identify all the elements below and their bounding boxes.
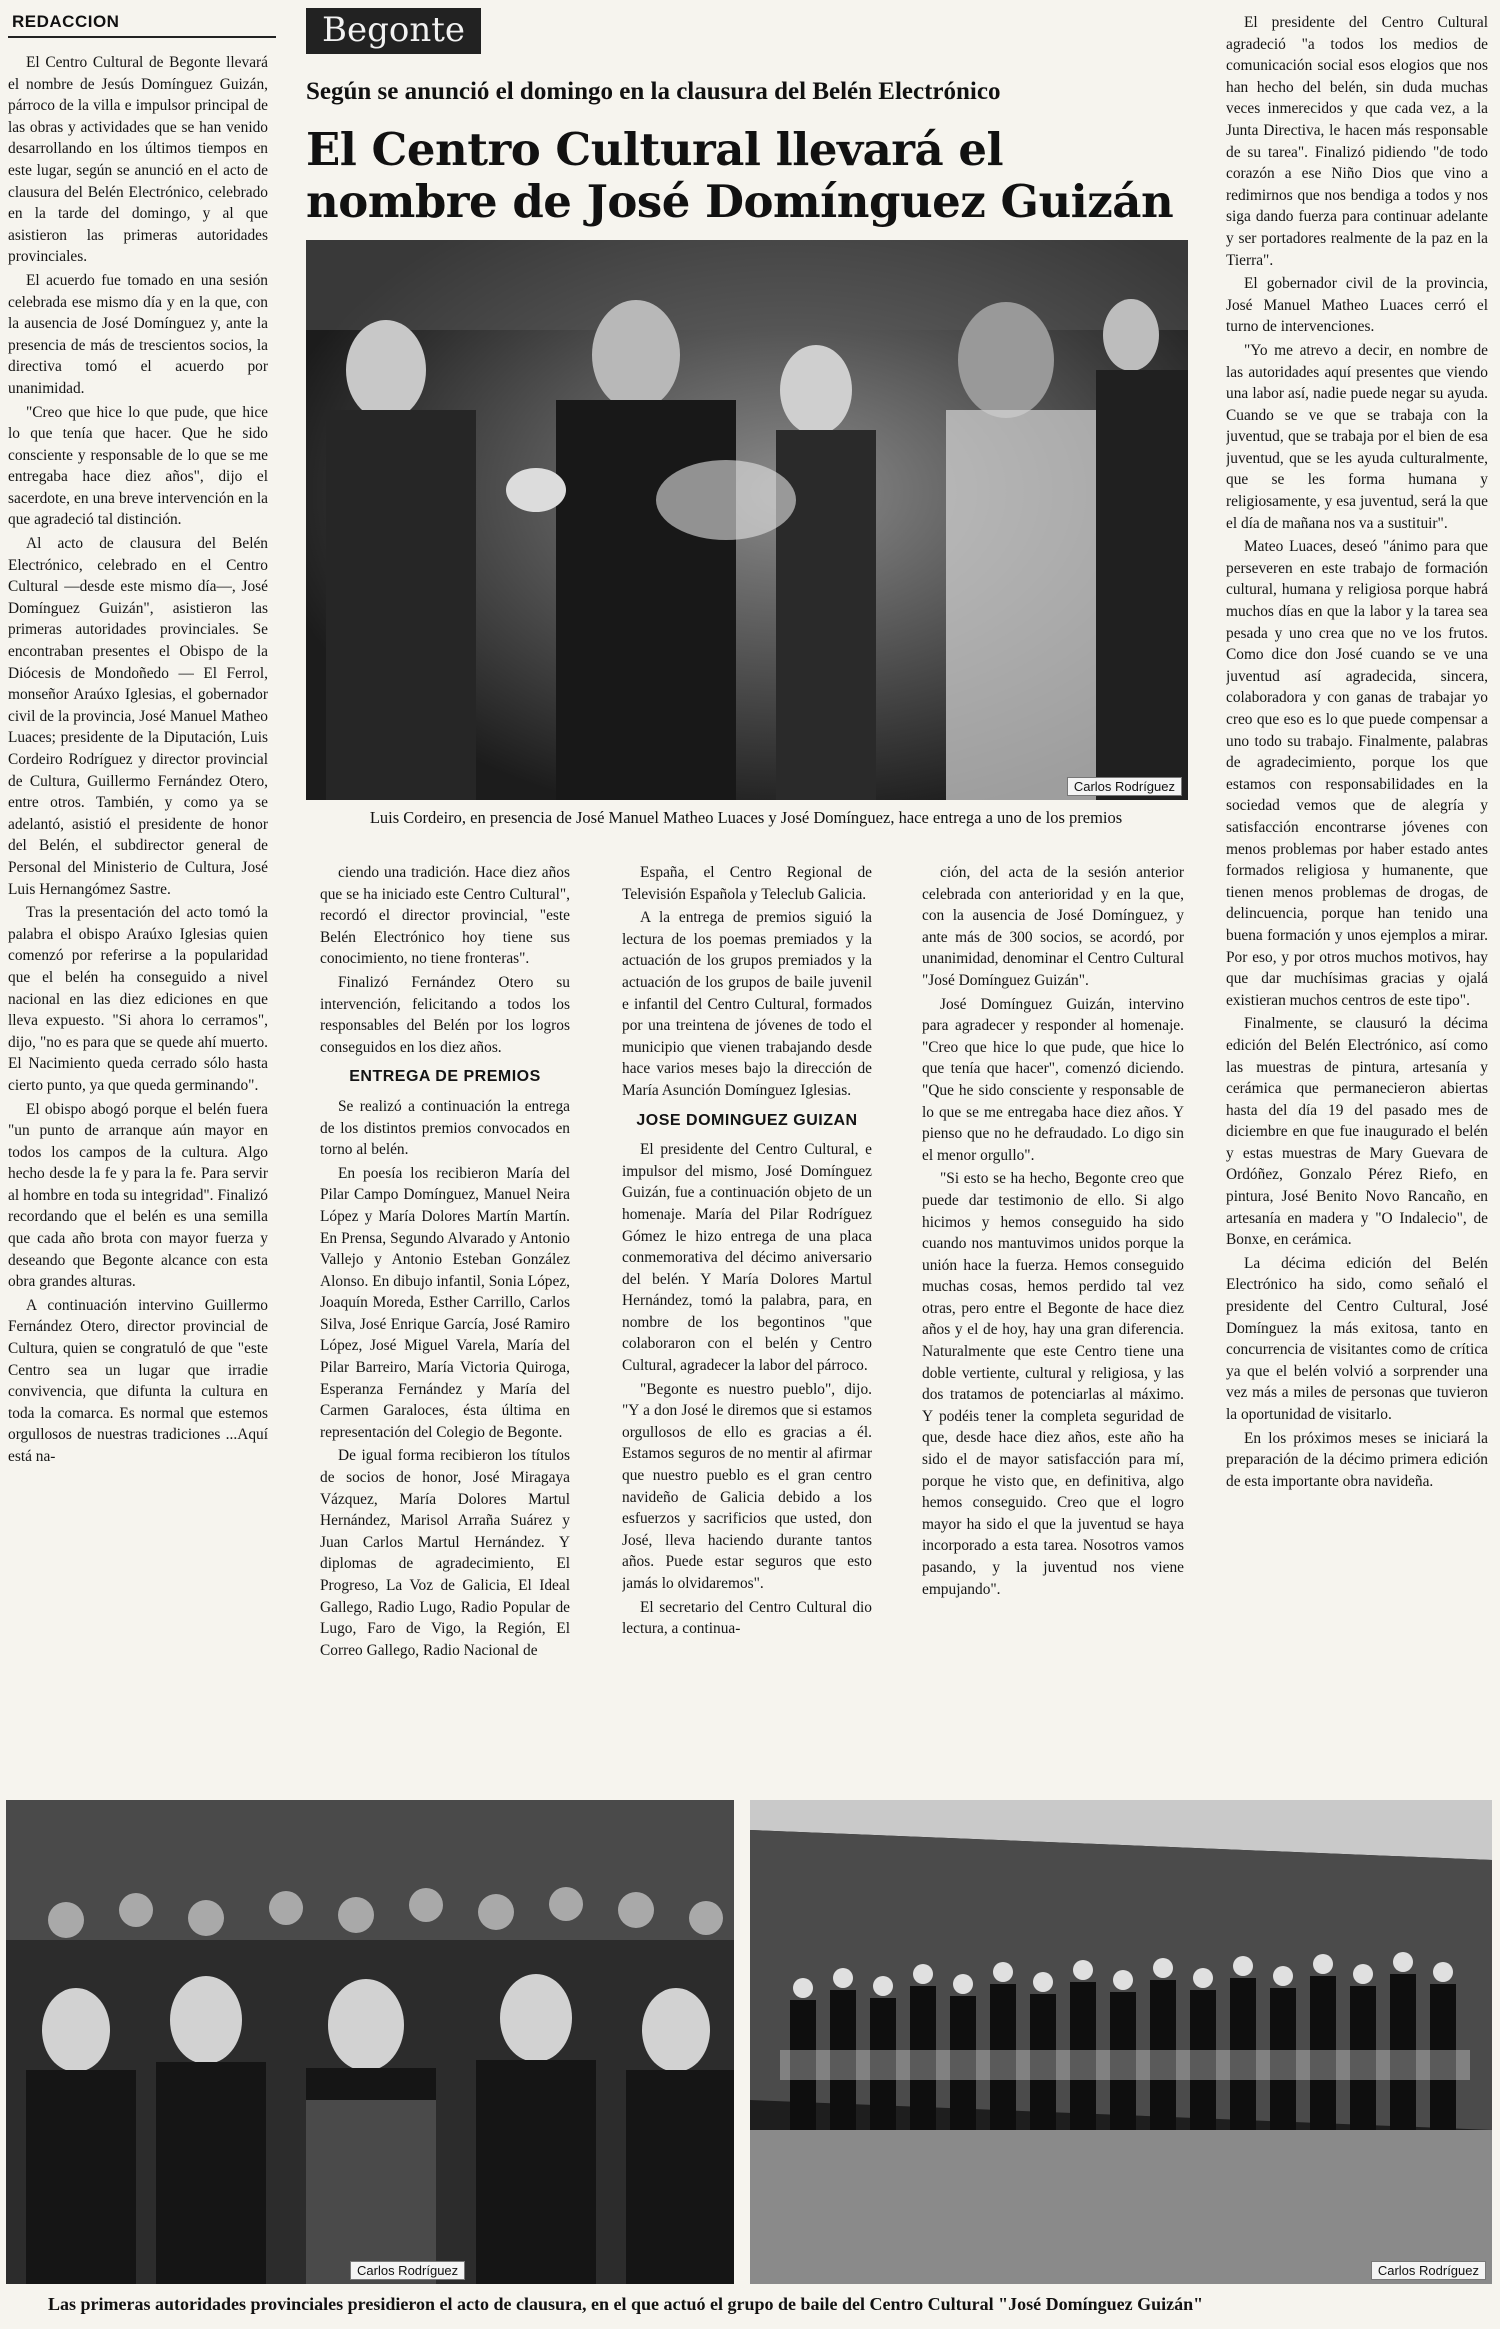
top-photo-image bbox=[306, 240, 1188, 800]
section-tag: Begonte bbox=[306, 8, 481, 54]
col4-paragraph: "Si esto se ha hecho, Begonte creo que puede dar testimonio de ello. Si algo hicimos y hemos conseguido ha sido cuando nos mantuvimos unidos porque la unión hace la fuerza. Hemos conseguido muchas cosas, hemos perdido tal vez otras, pero entre el Begonte de hace diez años y el de hoy, hay una gran diferencia. Naturalmente que este Centro tiene una doble vertiente, cultural y religiosa, y las dos tratamos de potenciarlas al máximo. Y podéis tener la completa seguridad de que, desde hace diez años, este año ha sido el de mayor satisfacción para mí, porque he visto que, en definitiva, algo hemos conseguido. Creo que el logro mayor ha sido el que la juventud se haya incorporado a esta tarea. Nosotros vamos pasando, y la juventud nos viene empujando". bbox=[922, 1170, 1184, 1598]
bottom-left-photo bbox=[6, 1800, 734, 2284]
col3-paragraph: El presidente del Centro Cultural, e impulsor del mismo, José Domínguez Guizán, fue a continuación objeto de un homenaje. María del Pilar Rodríguez Gómez le hizo entrega de una placa conmemorativa del décimo aniversario del belén. Y María Dolores Martul Hernández, tomó la palabra, para, en nombre de los begontinos "que colaboraron con el belén y Centro Cultural, agradecer la labor del párroco. bbox=[622, 1141, 872, 1375]
bottom-left-photo-image bbox=[6, 1800, 734, 2284]
top-photo bbox=[306, 240, 1188, 800]
col2-paragraph: Se realizó a continuación la entrega de los distintos premios convocados en torno al belén. bbox=[320, 1097, 570, 1159]
col1-paragraph: Tras la presentación del acto tomó la palabra el obispo Araúxo Iglesias quien comenzó por referirse a la popularidad que el belén ha conseguido a nivel nacional en las diez ediciones en que lleva expuesto. "Si ahora lo cerramos", dijo, "no es para que se quede ahí muerto. El Nacimiento queda cerrado sólo hasta cierto punto, ya que queda germinando". bbox=[8, 904, 268, 1094]
byline: REDACCION bbox=[12, 12, 120, 31]
column-5 bbox=[1226, 12, 1488, 1788]
col1-paragraph: Al acto de clausura del Belén Electrónico, celebrado en el Centro Cultural —desde este mismo día—, José Domínguez Guizán", asistieron las primeras autoridades provinciales. Se encontraban presentes el Obispo de la Diócesis de Mondoñedo — El Ferrol, monseñor Araúxo Iglesias, el gobernador civil de la provincia, José Manuel Matheo Luaces; presidente de la Diputación, Luis Cordeiro Rodríguez y director provincial de Cultura, Guillermo Fernández Otero, entre otros. También, y como ya se adelantó, asistió el presidente de honor del Belén, el subdirector general de Personal del Ministerio de Cultura, José Luis Hernangómez Sastre. bbox=[8, 535, 268, 898]
col1-paragraph: El acuerdo fue tomado en una sesión celebrada ese mismo día y en la que, con la ausencia de José Domínguez y, ante la presencia de más de trescientos socios, la directiva tomó el acuerdo por unanimidad. bbox=[8, 271, 268, 397]
col3-paragraph: "Begonte es nuestro pueblo", dijo. "Y a don José le diremos que si estamos orgullosos de ello es gracias a él. Estamos seguros de no mentir al afirmar que nuestro pueblo es el gran centro navideño de Galicia debido a los esfuerzos y sacrificios que usted, don José, lleva haciendo durante tantos años. Puede estar seguros que esto jamás lo olvidaremos". bbox=[622, 1380, 872, 1592]
bottom-left-photo-credit: Carlos Rodríguez bbox=[350, 2261, 465, 2280]
col4-paragraph: ción, del acta de la sesión anterior celebrada con anterioridad y en la que, con la ausencia de José Domínguez, y ante más de 300 socios, se acordó, por unanimidad, denominar el Centro Cultural "José Domínguez Guizán". bbox=[922, 864, 1184, 989]
subheading-entrega-de-premios: ENTREGA DE PREMIOS bbox=[349, 1068, 541, 1086]
bottom-right-photo-image bbox=[750, 1800, 1492, 2284]
col2-paragraph: ciendo una tradición. Hace diez años que se ha iniciado este Centro Cultural", recordó el director provincial, "este Belén Electrónico hoy tiene sus conocimiento, no tiene fronteras". bbox=[320, 864, 570, 968]
subheading-jose-dominguez-guizan: JOSE DOMINGUEZ GUIZAN bbox=[636, 1111, 858, 1129]
byline-rule bbox=[8, 36, 276, 38]
col3-paragraph: A la entrega de premios siguió la lectura de los poemas premiados y la actuación de los grupos premiados y la actuación de los grupos de baile juvenil e infantil del Centro Cultural, formados por una treintena de jóvenes de todo el municipio que vienen trabajando desde hace varios meses bajo la dirección de María Asunción Domínguez Iglesias. bbox=[622, 909, 872, 1099]
col2-paragraph: De igual forma recibieron los títulos de socios de honor, José Miragaya Vázquez, María Dolores Martul Hernández, Marisol Arraña Suárez y Juan Carlos Martul Hernández. Y diplomas de agradecimiento, El Progreso, La Voz de Galicia, El Ideal Gallego, Radio Lugo, Radio Popular de Lugo, Faro de Vigo, la Región, El Correo Gallego, Radio Nacional de bbox=[320, 1447, 570, 1659]
col5-paragraph: "Yo me atrevo a decir, en nombre de las autoridades aquí presentes que viendo una labor así, nadie puede negar su ayuda. Cuando se ve que se trabaja con la juventud, que se trabaja por el bien de esa juventud, que se les ayuda culturalmente, que se les forma humana y religiosamente, y esa juventud, será la que el día de mañana nos va a sustituir". bbox=[1226, 341, 1488, 532]
column-2 bbox=[320, 862, 570, 1788]
col5-paragraph: Mateo Luaces, deseó "ánimo para que perseveren en este trabajo de formación cultural, humana y religiosa porque habrá muchos días en que la labor y la tarea sea pesada y uno crea que no ve los frutos. Como dice don José cuando se ve una juventud así agradecida, sincera, colaboradora y con ganas de trabajar yo creo que eso es lo que puede compensar a uno todo su trabajo. Finalmente, palabras de agradecimiento, porque los que estamos con responsabilidades en la sociedad vemos que de alegría y satisfacción encontrarse jóvenes con menos problemas por haber estado antes formados religiosa y humanente, que tienen menos problemas de drogas, de delincuencia, porque han tenido una buena formación y unos ejemplos a mirar. Por eso, y por otros muchos motivos, hay que dar muchísimas gracias y ojalá existieran muchos centros de este tipo". bbox=[1226, 538, 1488, 1009]
col5-paragraph: El gobernador civil de la provincia, José Manuel Matheo Luaces cerró el turno de intervenciones. bbox=[1226, 275, 1488, 336]
kicker: Según se anunció el domingo en la clausura del Belén Electrónico bbox=[306, 78, 1001, 105]
col5-paragraph: El presidente del Centro Cultural agradeció "a todos los medios de comunicación social esos elogios que nos han hecho del belén, sin duda muchas veces inmerecidos y que cada vez, a la Junta Directiva, le hacen más responsable de su tarea". Finalizó pidiendo "de todo corazón a ese Niño Dios que vino a redimirnos que nos bendiga a todos y nos siga dando fuerza para continuar adelante y ser portadores realmente de la paz en la Tierra". bbox=[1226, 14, 1488, 269]
col1-paragraph: El Centro Cultural de Begonte llevará el nombre de Jesús Domínguez Guizán, párroco de la villa e impulsor principal de las obras y actividades que se han venido desarrollando en los últimos tiempos en este lugar, según se anunció en el acto de clausura del Belén Electrónico, celebrado en la tarde del domingo, y al que asistieron las primeras autoridades provinciales. bbox=[8, 54, 268, 266]
column-3 bbox=[622, 862, 872, 1788]
col5-paragraph: La décima edición del Belén Electrónico ha sido, como señaló el presidente del Centro Cultural, José Domínguez la más exitosa, tanto en concurrencia de visitantes como de crítica ya que el belén volvió a sorprender una vez más a miles de personas que tuvieron la oportunidad de visitarlo. bbox=[1226, 1254, 1488, 1423]
bottom-caption: Las primeras autoridades provinciales presidieron el acto de clausura, en el que actuó el grupo de baile del Centro Cultural "José Domínguez Guizán" bbox=[48, 2294, 1204, 2314]
column-4 bbox=[922, 862, 1184, 1788]
col5-paragraph: En los próximos meses se iniciará la preparación de la décimo primera edición de esta importante obra navideña. bbox=[1226, 1429, 1488, 1490]
top-photo-credit: Carlos Rodríguez bbox=[1067, 777, 1182, 796]
col2-paragraph: En poesía los recibieron María del Pilar Campo Domínguez, Manuel Neira López y María Dolores Martín Martín. En Prensa, Segundo Alvarado y Antonio Vallejo y Antonio Esteban González Alonso. En dibujo infantil, Sonia López, Joaquín Moreda, Esther Carrillo, Carlos Silva, José Enrique García, José Ramiro López, José Miguel Varela, María del Pilar Barreiro, María Victoria Quiroga, Esperanza Fernández y María del Carmen Garaloces, ésta última en representación del Colegio de Begonte. bbox=[320, 1164, 570, 1441]
column-1 bbox=[8, 52, 268, 1788]
col3-paragraph: El secretario del Centro Cultural dio lectura, a continua- bbox=[622, 1598, 872, 1638]
col2-paragraph: Finalizó Fernández Otero su intervención, felicitando a todos los responsables del Belén por los logros conseguidos en los diez años. bbox=[320, 973, 570, 1056]
col1-paragraph: El obispo abogó porque el belén fuera "un punto de arranque aún mayor en todos los campos de la cultura. Algo hecho desde la fe y para la fe. Para servir al hombre en toda su integridad". Finalizó recordando que el belén es una semilla que cada año brota con mayor fuerza y deseando que Begonte alcance con esta obra grandes alturas. bbox=[8, 1100, 268, 1291]
headline: El Centro Cultural llevará el nombre de José Domínguez Guizán bbox=[306, 123, 1174, 228]
bottom-right-photo bbox=[750, 1800, 1492, 2284]
col5-paragraph: Finalmente, se clausuró la décima edición del Belén Electrónico, así como las muestras de pintura, artesanía y cerámica que permanecieron abiertas hasta del día 19 del pasado mes de diciembre en que fue inaugurado el belén y estas muestras de Mary Guevara de Ordóñez, Gonzalo Pérez Riefo, en pintura, José Benito Novo Rancaño, en artesanía en madera y "O Indalecio", de Bonxe, en cerámica. bbox=[1226, 1015, 1488, 1249]
col3-paragraph: España, el Centro Regional de Televisión Española y Teleclub Galicia. bbox=[622, 864, 872, 903]
col1-paragraph: "Creo que hice lo que pude, que hice lo que tenía que hacer. Que he sido consciente y responsable de lo que se me entregaba hace diez años", dijo el sacerdote, en una breve intervención en la que agradeció tal distinción. bbox=[8, 403, 268, 529]
col1-paragraph: A continuación intervino Guillermo Fernández Otero, director provincial de Cultura, quien se congratuló de que "este Centro sea un lugar que irradie convivencia, que difunta la cultura en toda la comarca. Es normal que estemos orgullosos de nuestras tradiciones ...Aquí está na- bbox=[8, 1296, 268, 1465]
bottom-right-photo-credit: Carlos Rodríguez bbox=[1371, 2261, 1486, 2280]
top-photo-caption: Luis Cordeiro, en presencia de José Manuel Matheo Luaces y José Domínguez, hace entrega a uno de los premios bbox=[369, 808, 1123, 827]
col4-paragraph: José Domínguez Guizán, intervino para agradecer y responder al homenaje. "Creo que hice lo que pude, que hice lo que tenía que hacer", comenzó diciendo. "Que he sido consciente y responsable de lo que se me entregaba hace diez años. Y pienso que no he defraudado. Lo digo sin el menor orgullo". bbox=[922, 995, 1184, 1164]
